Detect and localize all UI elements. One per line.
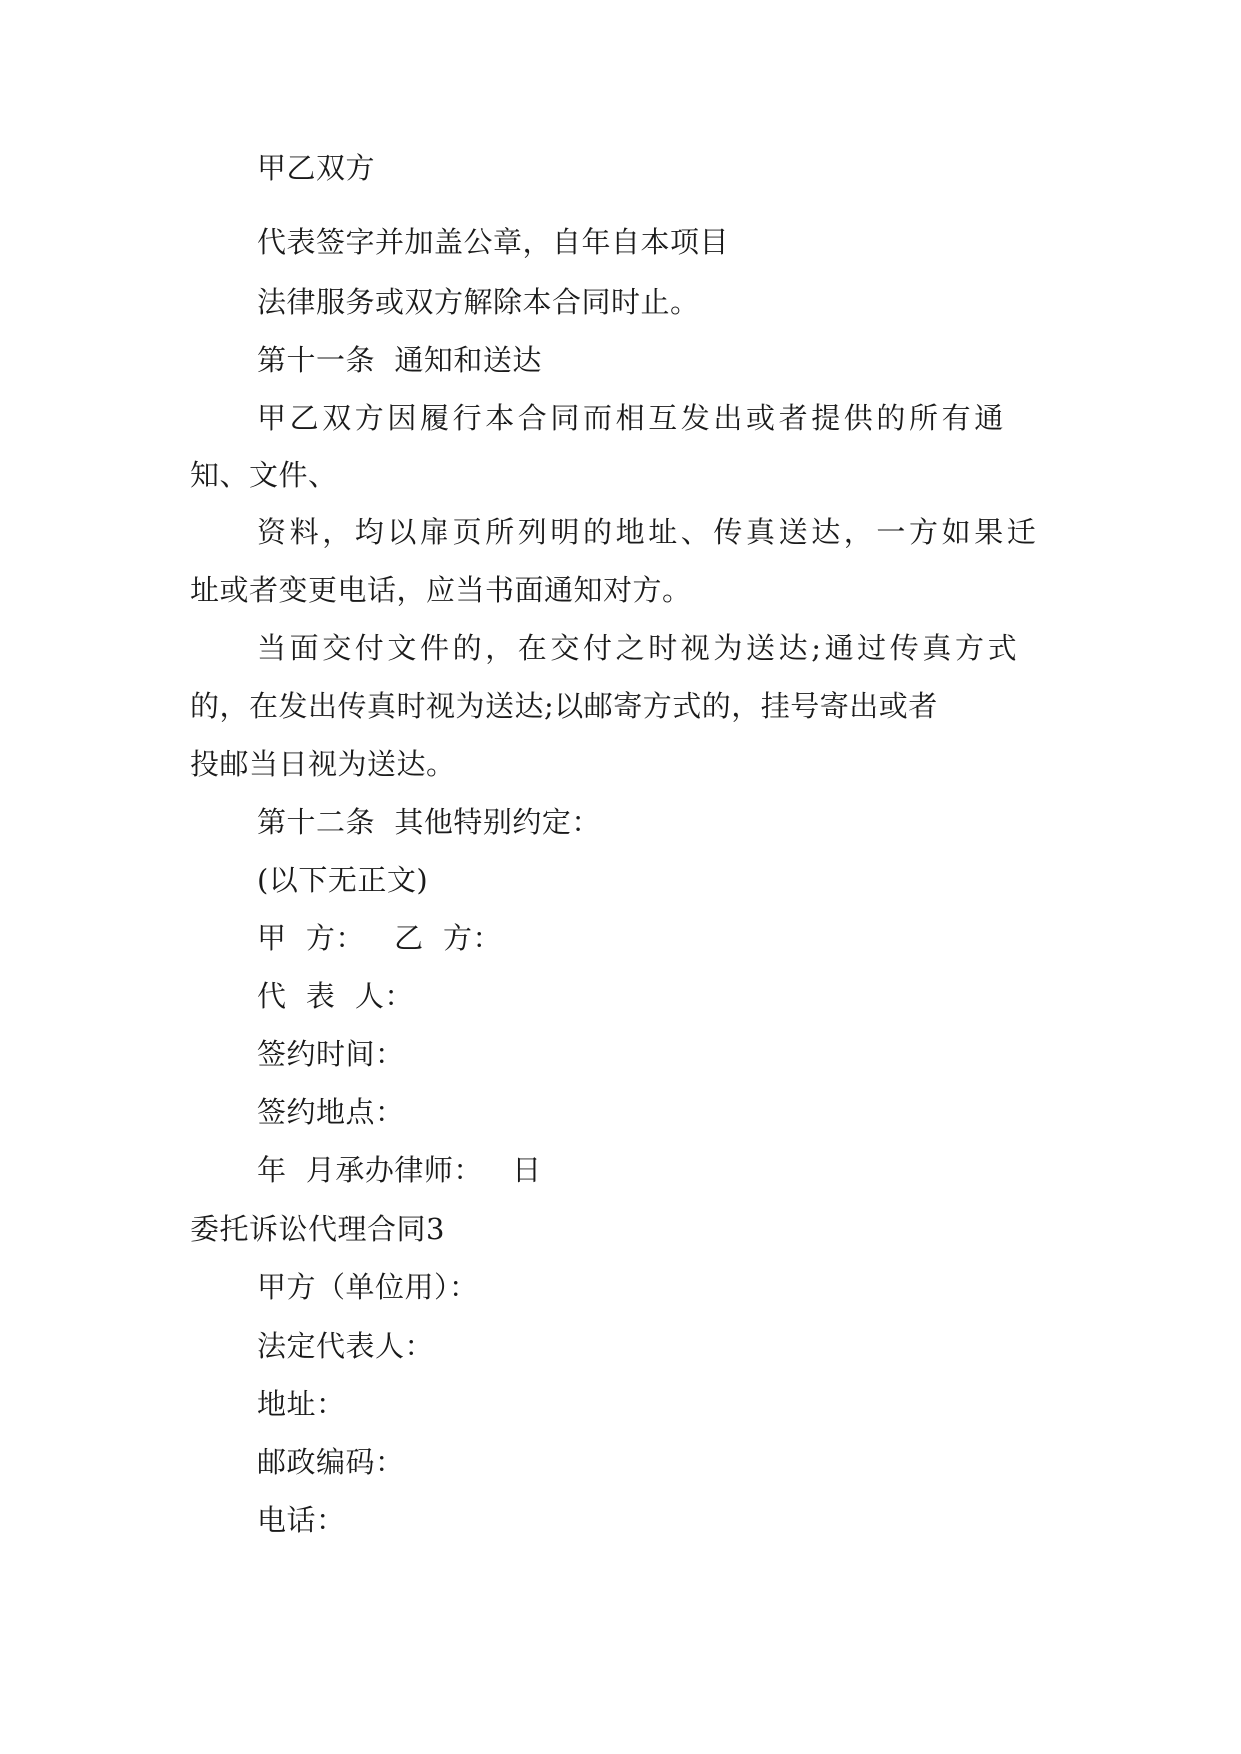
signature-time: 签约时间： (257, 1037, 405, 1071)
signature-place: 签约地点： (257, 1095, 405, 1129)
article-11-paragraph-1-line-1: 甲乙双方因履行本合同而相互发出或者提供的所有通 (257, 401, 1007, 435)
contract-title: 委托诉讼代理合同3 (190, 1212, 445, 1246)
paragraph-parties: 甲乙双方 (257, 151, 376, 185)
article-11-paragraph-3-line-1: 当面交付文件的，在交付之时视为送达;通过传真方式 (257, 631, 1021, 665)
article-12-heading: 第十二条 其他特别约定： (257, 805, 601, 839)
legal-representative-field: 法定代表人： (257, 1329, 435, 1363)
address-field: 地址： (257, 1387, 346, 1421)
article-11-paragraph-3-line-3: 投邮当日视为送达。 (190, 747, 456, 781)
no-text-note: (以下无正文) (257, 863, 429, 897)
party-a-field: 甲方（单位用）： (257, 1270, 479, 1304)
article-11-paragraph-2-line-2: 址或者变更电话，应当书面通知对方。 (190, 573, 692, 607)
article-11-paragraph-3-line-2: 的，在发出传真时视为送达;以邮寄方式的，挂号寄出或者 (190, 689, 938, 723)
paragraph-term-line-2: 法律服务或双方解除本合同时止。 (257, 285, 700, 319)
article-11-heading: 第十一条 通知和送达 (257, 343, 542, 377)
signature-parties: 甲 方： 乙 方： (257, 921, 503, 955)
signature-date-lawyer: 年 月承办律师： 日 (257, 1153, 542, 1187)
postcode-field: 邮政编码： (257, 1445, 405, 1479)
paragraph-term-line-1: 代表签字并加盖公章，自年自本项目 (257, 225, 730, 259)
article-11-paragraph-1-line-2: 知、文件、 (190, 458, 338, 492)
signature-representative: 代 表 人： (257, 979, 414, 1013)
phone-field: 电话： (257, 1503, 346, 1537)
article-11-paragraph-2-line-1: 资料，均以扉页所列明的地址、传真送达，一方如果迁 (257, 515, 1040, 549)
